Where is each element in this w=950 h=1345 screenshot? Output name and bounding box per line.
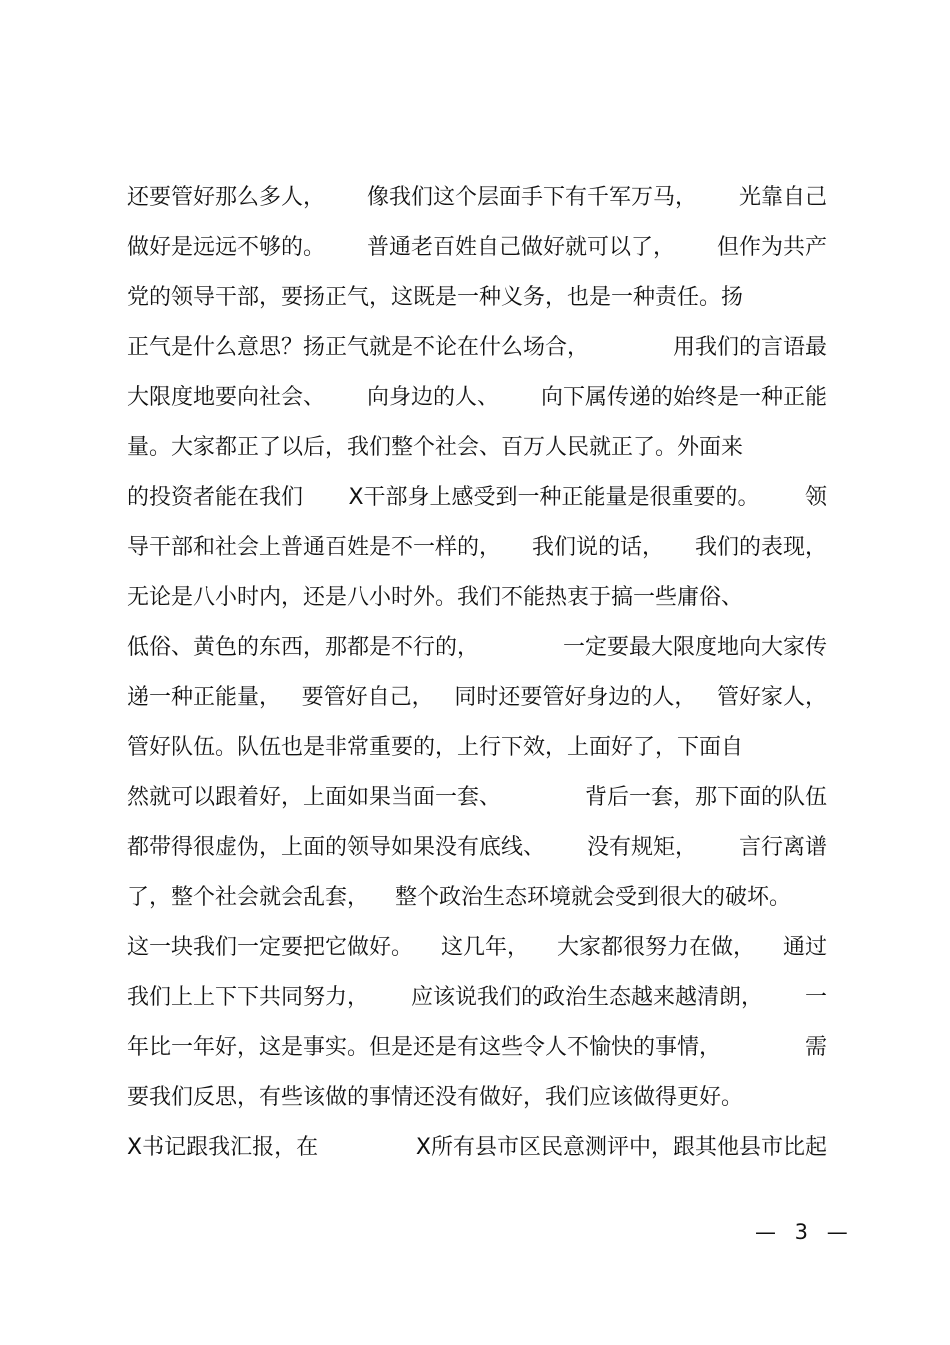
- text-segment: 一定要最大限度地向大家传: [562, 634, 827, 660]
- text-line: [127, 620, 827, 670]
- text-segment: 还要管好那么多人，: [127, 184, 326, 210]
- text-segment: X书记跟我汇报，在: [127, 1134, 319, 1160]
- text-line: [127, 420, 827, 470]
- text-segment: 管好家人，: [716, 684, 827, 710]
- text-line: [127, 320, 827, 370]
- text-segment: 背后一套，那下面的队伍: [584, 784, 827, 810]
- text-segment: 但作为共产: [716, 234, 827, 260]
- text-segment: 党的领导干部，要扬正气，这既是一种义务，也是一种责任。扬: [127, 284, 744, 310]
- text-segment: 量。大家都正了以后，我们整个社会、百万人民就正了。外面来: [127, 434, 744, 460]
- text-line: [127, 670, 827, 720]
- text-line: [127, 720, 827, 770]
- text-segment: 一: [804, 984, 827, 1010]
- text-line: [127, 570, 827, 620]
- text-segment: 像我们这个层面手下有千军万马，: [366, 184, 697, 210]
- text-line: [127, 270, 827, 320]
- text-segment: 我们说的话，: [531, 534, 664, 560]
- text-line: [127, 820, 827, 870]
- text-segment: 向身边的人、: [366, 384, 499, 410]
- text-segment: 了，整个社会就会乱套，: [127, 884, 370, 910]
- text-line: [127, 220, 827, 270]
- text-segment: 要我们反思，有些该做的事情还没有做好，我们应该做得更好。: [127, 1084, 744, 1110]
- text-segment: 向下属传递的始终是一种正能: [540, 384, 827, 410]
- text-line: [127, 920, 827, 970]
- text-segment: 没有规矩，: [586, 834, 697, 860]
- page-number: — 3 —: [755, 1220, 854, 1244]
- text-segment: 低俗、黄色的东西，那都是不行的，: [127, 634, 480, 660]
- text-segment: 普通老百姓自己做好就可以了，: [366, 234, 675, 260]
- text-line: [127, 370, 827, 420]
- text-segment: 的投资者能在我们: [127, 484, 304, 510]
- text-segment: 正气是什么意思？扬正气就是不论在什么场合，: [127, 334, 590, 360]
- text-segment: 同时还要管好身边的人，: [454, 684, 697, 710]
- text-line: [127, 870, 827, 920]
- body-text: [127, 170, 827, 1170]
- text-segment: 无论是八小时内，还是八小时外。我们不能热衷于搞一些庸俗、: [127, 584, 744, 610]
- text-segment: 大限度地要向社会、: [127, 384, 326, 410]
- text-segment: 用我们的言语最: [672, 334, 827, 360]
- text-segment: 要管好自己，: [301, 684, 434, 710]
- text-segment: X干部身上感受到一种正能量是很重要的。: [348, 484, 760, 510]
- text-segment: 整个政治生态环境就会受到很大的破坏。: [395, 884, 792, 910]
- text-segment: 需: [804, 1034, 827, 1060]
- text-segment: X所有县市区民意测评中，跟其他县市比起: [415, 1134, 827, 1160]
- text-segment: 我们的表现，: [694, 534, 827, 560]
- text-segment: 然就可以跟着好，上面如果当面一套、: [127, 784, 502, 810]
- text-line: [127, 170, 827, 220]
- text-line: [127, 770, 827, 820]
- text-line: [127, 1120, 827, 1170]
- text-segment: 言行离谱: [738, 834, 827, 860]
- text-segment: 领: [804, 484, 827, 510]
- text-segment: 导干部和社会上普通百姓是不一样的，: [127, 534, 502, 560]
- text-segment: 做好是远远不够的。: [127, 234, 326, 260]
- text-segment: 应该说我们的政治生态越来越清朗，: [410, 984, 763, 1010]
- text-segment: 通过: [782, 934, 827, 960]
- text-line: [127, 1070, 827, 1120]
- text-line: [127, 520, 827, 570]
- text-segment: 我们上上下下共同努力，: [127, 984, 370, 1010]
- text-segment: 大家都很努力在做，: [556, 934, 755, 960]
- text-line: [127, 470, 827, 520]
- text-segment: 这一块我们一定要把它做好。: [127, 934, 414, 960]
- text-segment: 都带得很虚伪，上面的领导如果没有底线、: [127, 834, 546, 860]
- text-segment: 这几年，: [440, 934, 529, 960]
- text-line: [127, 1020, 827, 1070]
- text-segment: 管好队伍。队伍也是非常重要的，上行下效，上面好了，下面自: [127, 734, 744, 760]
- text-segment: 年比一年好，这是事实。但是还是有这些令人不愉快的事情，: [127, 1034, 722, 1060]
- text-line: [127, 970, 827, 1020]
- text-segment: 光靠自己: [738, 184, 827, 210]
- text-segment: 递一种正能量，: [127, 684, 282, 710]
